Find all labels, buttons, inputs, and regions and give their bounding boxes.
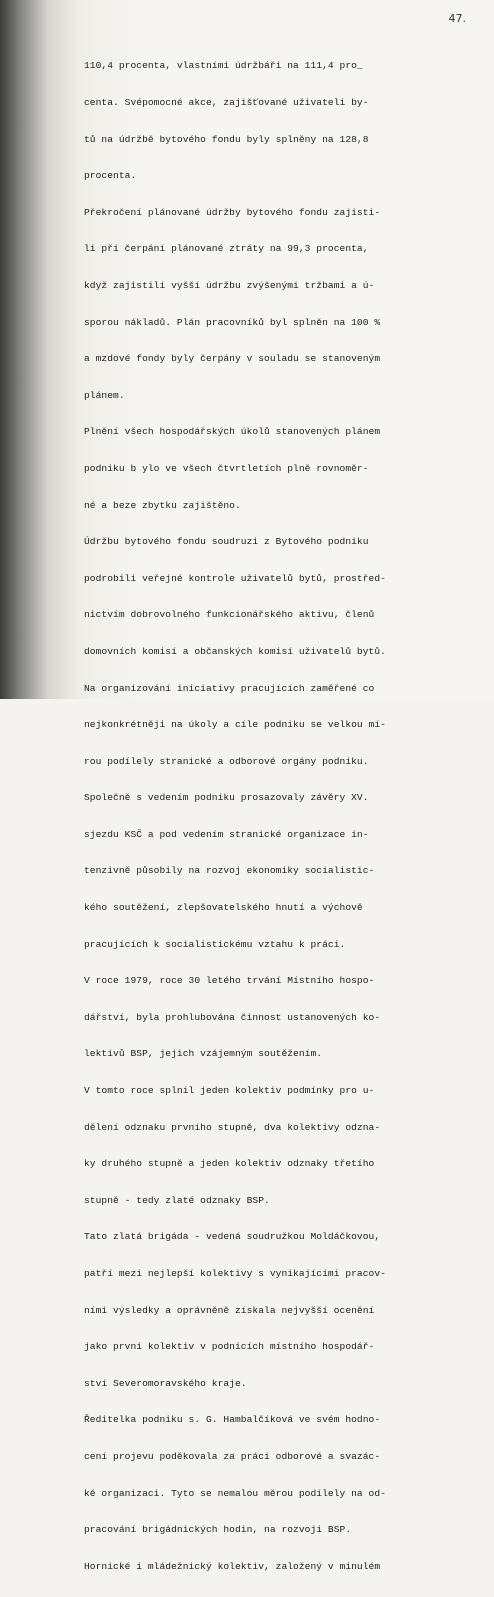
text-line: sporou nákladů. Plán pracovníků byl splněn na 100 % <box>84 316 381 328</box>
text-line: ky druhého stupně a jeden kolektiv odznaky třetího <box>84 1158 375 1170</box>
text-line: né a beze zbytku zajištěno. <box>84 499 241 511</box>
text-line: pracujících k socialistickému vztahu k práci. <box>84 938 346 950</box>
text-line: když zajistili vyšší údržbu zvýšenými tržbami a ú- <box>84 279 375 291</box>
text-line: procenta. <box>84 170 137 182</box>
text-line: a mzdové fondy byly čerpány v souladu se stanoveným <box>84 353 381 365</box>
page-number: 47. <box>448 12 466 25</box>
text-line: plánem. <box>84 389 125 401</box>
text-line: jako první kolektiv v podnicích místního hospodář- <box>84 1341 375 1353</box>
text-line: domovních komisí a občanských komisí uživatelů bytů. <box>84 645 386 657</box>
text-line: Na organizování iniciativy pracujících zaměřené co <box>84 682 375 694</box>
text-line: Ředitelka podniku s. G. Hambalčíková ve svém hodno- <box>84 1414 381 1426</box>
text-line: dělení odznaku prvního stupně, dva kolektivy odzna- <box>84 1121 381 1133</box>
text-line: V tomto roce splnil jeden kolektiv podmínky pro u- <box>84 1085 375 1097</box>
text-line: podniku b ylo ve všech čtvrtletích plně rovnoměr- <box>84 462 369 474</box>
text-line: Překročení plánované údržby bytového fondu zajisti- <box>84 206 381 218</box>
text-line: tenzivně působily na rozvoj ekonomiky socialistic- <box>84 865 375 877</box>
text-line: sjezdu KSČ a pod vedením stranické organizace in- <box>84 828 369 840</box>
text-line: Hornické i mládežnický kolektiv, založený v minulém <box>84 1560 381 1572</box>
text-line: Údržbu bytového fondu soudruzi z Bytového podniku <box>84 536 369 548</box>
text-line: nictvím dobrovolného funkcionářského aktivu, členů <box>84 609 375 621</box>
text-line: Společně s vedením podniku prosazovaly závěry XV. <box>84 792 369 804</box>
text-line: 110,4 procenta, vlastními údržbáři na 111,4 pro_ <box>84 60 363 72</box>
text-line: centa. Svépomocné akce, zajišťované uživateli by- <box>84 97 369 108</box>
text-line: nejkonkrétněji na úkoly a cíle podniku se velkou mí- <box>84 719 386 731</box>
text-line: cení projevu poděkovala za práci odborové a svazác- <box>84 1450 381 1462</box>
text-line: lektivů BSP, jejich vzájemným soutěžením. <box>84 1048 323 1060</box>
text-line: Tato zlatá brigáda - vedená soudružkou Moldáčkovou, <box>84 1231 381 1243</box>
text-line: ké organizaci. Tyto se nemalou měrou podílely na od- <box>84 1487 386 1499</box>
text-line: kého soutěžení, zlepšovatelského hnutí a výchově <box>84 902 363 914</box>
text-line: dářství, byla prohlubována činnost ustanovených ko- <box>84 1011 381 1023</box>
text-line: ství Severomoravského kraje. <box>84 1377 247 1389</box>
text-line: li při čerpání plánované ztráty na 99,3 procenta, <box>84 243 369 255</box>
text-line: tů na údržbě bytového fondu byly splněny na 128,8 <box>84 133 369 145</box>
text-line: V roce 1979, roce 30 letého trvání Místního hospo- <box>84 975 375 987</box>
text-line: podrobili veřejné kontrole uživatelů bytů, prostřed- <box>84 572 386 584</box>
text-line: Plnění všech hospodářských úkolů stanovených plánem <box>84 426 381 438</box>
text-line: pracování brigádnických hodin, na rozvoji BSP. <box>84 1524 352 1536</box>
text-line: rou podílely stranické a odborové orgány podniku. <box>84 755 369 767</box>
text-line: ními výsledky a oprávněně získala nejvyšší ocenění <box>84 1304 375 1316</box>
text-line: patří mezi nejlepší kolektivy s vynikajícími pracov- <box>84 1268 386 1279</box>
text-line: stupně - tedy zlaté odznaky BSP. <box>84 1194 270 1206</box>
typewritten-text <box>84 36 488 1597</box>
